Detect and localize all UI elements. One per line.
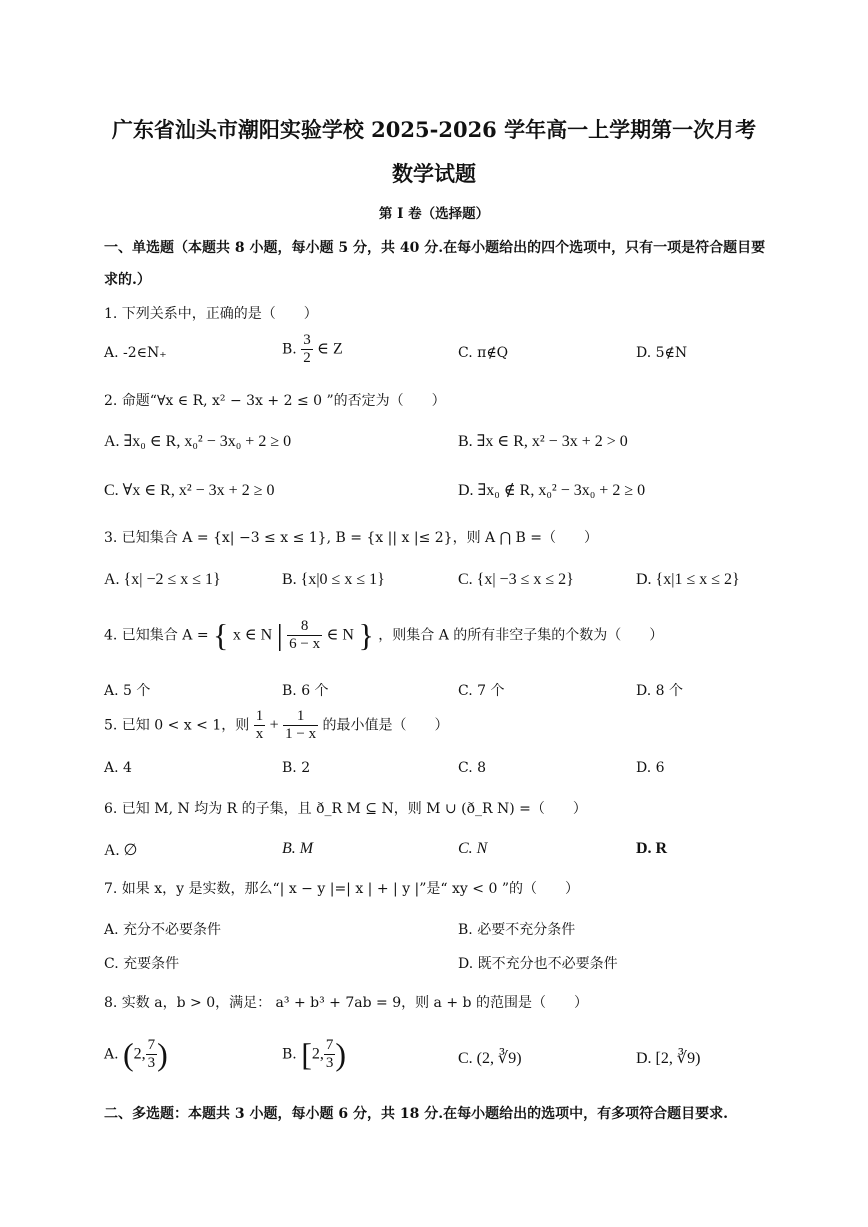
question-1-stem: 1. 下列关系中，正确的是（ ） [104,306,318,322]
q1-option-b-tail: ∈ Z [317,340,343,358]
q8-option-a-label: A. [104,1046,119,1063]
q6-option-d: D. R [636,840,668,857]
q1-option-d: D. 5∉N [636,345,688,361]
volume-heading: 第 I 卷（选择题） [378,206,490,222]
q4-set-condition: ∈ N [326,626,354,644]
q7-option-a: A. 充分不必要条件 [104,922,222,938]
q1-option-b-fraction: $\frac{3}{2}$ [303,332,311,366]
q7-option-c: C. 充要条件 [104,956,180,972]
q4-brace-right: } [358,617,374,653]
q5-fraction-2: $\frac{1}{1 - x}$ [285,708,317,742]
q4-brace-left: { [213,617,229,653]
q5-option-b: B. 2 [282,760,311,776]
q4-option-b: B. 6 个 [282,683,329,699]
q2-option-a: A. ∃x₀ ∈ R, x₀² − 3x₀ + 2 ≥ 0 [104,433,292,450]
q3-option-b: B. {x|0 ≤ x ≤ 1} [282,571,385,588]
question-4-stem [104,617,663,654]
q2-option-d: D. ∃x₀ ∉ R, x₀² − 3x₀ + 2 ≥ 0 [458,482,646,499]
q4-fraction: $\frac{8}{6 - x}$ [289,618,321,652]
question-3-stem: 3. 已知集合 A = {x| −3 ≤ x ≤ 1}, B = {x || x |≤ 2}，则 A ⋂ B =（ ） [104,530,599,546]
question-7-stem: 7. 如果 x，y 是实数，那么“| x − y |=| x | + | y |”是“ xy < 0 ”的（ ） [104,881,579,897]
q3-option-c: C. {x| −3 ≤ x ≤ 2} [458,571,574,588]
q8-option-b-fraction: $\frac{7}{3}$ [325,1037,334,1071]
q3-option-d: D. {x|1 ≤ x ≤ 2} [636,571,740,588]
q8-option-c: C. (2, ∛9) [458,1050,522,1067]
q8-option-a-right-bracket: ) [157,1036,168,1072]
q4-stem-suffix: ，则集合 A 的所有非空子集的个数为（ ） [378,627,664,644]
page-subtitle: 数学试题 [392,161,476,186]
q5-stem-prefix: 5. 已知 0 < x < 1，则 [104,717,250,734]
q5-plus: + [269,716,279,734]
q8-option-b-right-bracket: ) [335,1036,347,1072]
q8-option-b-label: B. [282,1046,297,1063]
question-2-stem: 2. 命题“∀x ∈ R, x² − 3x + 2 ≤ 0 ”的否定为（ ） [104,393,446,409]
question-6-stem: 6. 已知 M, N 均为 R 的子集，且 ð_R M ⊆ N，则 M ∪ (ð_R N) =（ ） [104,801,587,817]
q5-option-c: C. 8 [458,760,487,776]
q4-stem-prefix: 4. 已知集合 A = [104,627,209,644]
q1-option-b-label: B. [282,341,297,358]
q8-option-a-left-bracket: ( [123,1036,134,1072]
q5-option-d: D. 6 [636,760,665,776]
q4-option-c: C. 7 个 [458,683,505,699]
q5-fraction-1: $\frac{1}{x}$ [255,708,264,742]
q4-option-d: D. 8 个 [636,683,683,699]
q2-option-c: C. ∀x ∈ R, x² − 3x + 2 ≥ 0 [104,482,275,499]
q8-option-d: D. [2, ∛9) [636,1050,701,1067]
q1-option-a: A. -2∈N₊ [104,345,167,361]
q4-option-a: A. 5 个 [104,683,151,699]
q4-set-bar: | [276,618,283,652]
q6-option-a: A. ∅ [104,842,138,859]
question-5-stem [104,708,449,743]
q6-option-b: B. M [282,840,314,857]
page-title: 广东省汕头市潮阳实验学校 2025-2026 学年高一上学期第一次月考 [111,117,757,142]
q1-option-b [282,332,343,367]
q8-option-b-body: 2, [311,1045,324,1063]
q7-option-b: B. 必要不充分条件 [458,922,576,938]
q3-option-a: A. {x| −2 ≤ x ≤ 1} [104,571,221,588]
q5-option-a: A. 4 [104,760,132,776]
q5-stem-suffix: 的最小值是（ ） [322,717,449,734]
question-8-stem: 8. 实数 a，b > 0，满足： a³ + b³ + 7ab = 9，则 a + b 的范围是（ ） [104,995,588,1011]
q4-set-element: x ∈ N [232,626,273,644]
q8-option-b [282,1036,346,1073]
q7-option-d: D. 既不充分也不必要条件 [458,956,618,972]
q6-option-c: C. N [458,840,488,857]
section-heading-single-choice: 一、单选题（本题共 8 小题，每小题 5 分，共 40 分.在每小题给出的四个选项中，只有一项是符合题目要求的.） [104,240,766,288]
q8-option-a-fraction: $\frac{7}{3}$ [147,1037,156,1071]
q8-option-a-body: 2, [133,1045,146,1063]
q2-option-b: B. ∃x ∈ R, x² − 3x + 2 > 0 [458,433,628,450]
q8-option-a [104,1036,168,1073]
section-heading-multiple-choice: 二、多选题：本题共 3 小题，每小题 6 分，共 18 分.在每小题给出的选项中，有多项符合题目要求. [104,1106,728,1122]
q8-option-b-left-bracket: [ [301,1036,312,1072]
q1-option-c: C. π∉Q [458,345,509,361]
